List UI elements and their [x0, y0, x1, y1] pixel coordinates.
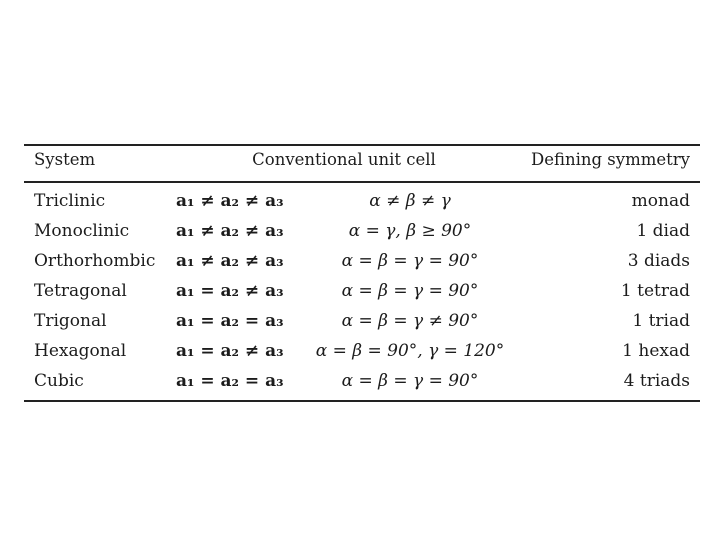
row-vectors: a₁ = a₂ = a₃	[176, 311, 284, 331]
header-unit-cell: Conventional unit cell	[252, 150, 436, 169]
row-angles: α = β = γ = 90°	[341, 281, 479, 301]
row-vectors: a₁ = a₂ = a₃	[176, 371, 284, 391]
row-system: Monoclinic	[34, 221, 130, 241]
row-symmetry: 1 hexad	[622, 341, 690, 361]
row-system: Triclinic	[34, 191, 106, 211]
row-vectors: a₁ ≠ a₂ ≠ a₃	[176, 251, 284, 271]
row-symmetry: 1 diad	[636, 221, 690, 241]
row-symmetry: 1 tetrad	[620, 281, 690, 301]
row-angles: α = β = 90°, γ = 120°	[315, 341, 505, 361]
row-vectors: a₁ ≠ a₂ ≠ a₃	[176, 221, 284, 241]
row-system: Trigonal	[34, 311, 107, 331]
row-symmetry: 3 diads	[627, 251, 690, 271]
row-angles: α ≠ β ≠ γ	[369, 191, 451, 211]
table-top-rule	[24, 144, 700, 146]
row-system: Orthorhombic	[34, 251, 156, 271]
header-symmetry: Defining symmetry	[530, 150, 690, 169]
header-system: System	[34, 150, 96, 169]
row-vectors: a₁ = a₂ ≠ a₃	[176, 281, 284, 301]
row-symmetry: monad	[631, 191, 690, 211]
row-symmetry: 1 triad	[632, 311, 690, 331]
row-system: Hexagonal	[34, 341, 127, 361]
row-system: Tetragonal	[34, 281, 127, 301]
row-angles: α = β = γ ≠ 90°	[341, 311, 479, 331]
row-angles: α = β = γ = 90°	[341, 251, 479, 271]
row-angles: α = γ, β ≥ 90°	[348, 221, 472, 241]
row-angles: α = β = γ = 90°	[341, 371, 479, 391]
row-vectors: a₁ ≠ a₂ ≠ a₃	[176, 191, 284, 211]
table-bottom-rule	[24, 400, 700, 402]
row-system: Cubic	[34, 371, 84, 391]
row-vectors: a₁ = a₂ ≠ a₃	[176, 341, 284, 361]
crystal-systems-table	[24, 144, 700, 402]
row-symmetry: 4 triads	[623, 371, 690, 391]
table-header-rule	[24, 181, 700, 183]
